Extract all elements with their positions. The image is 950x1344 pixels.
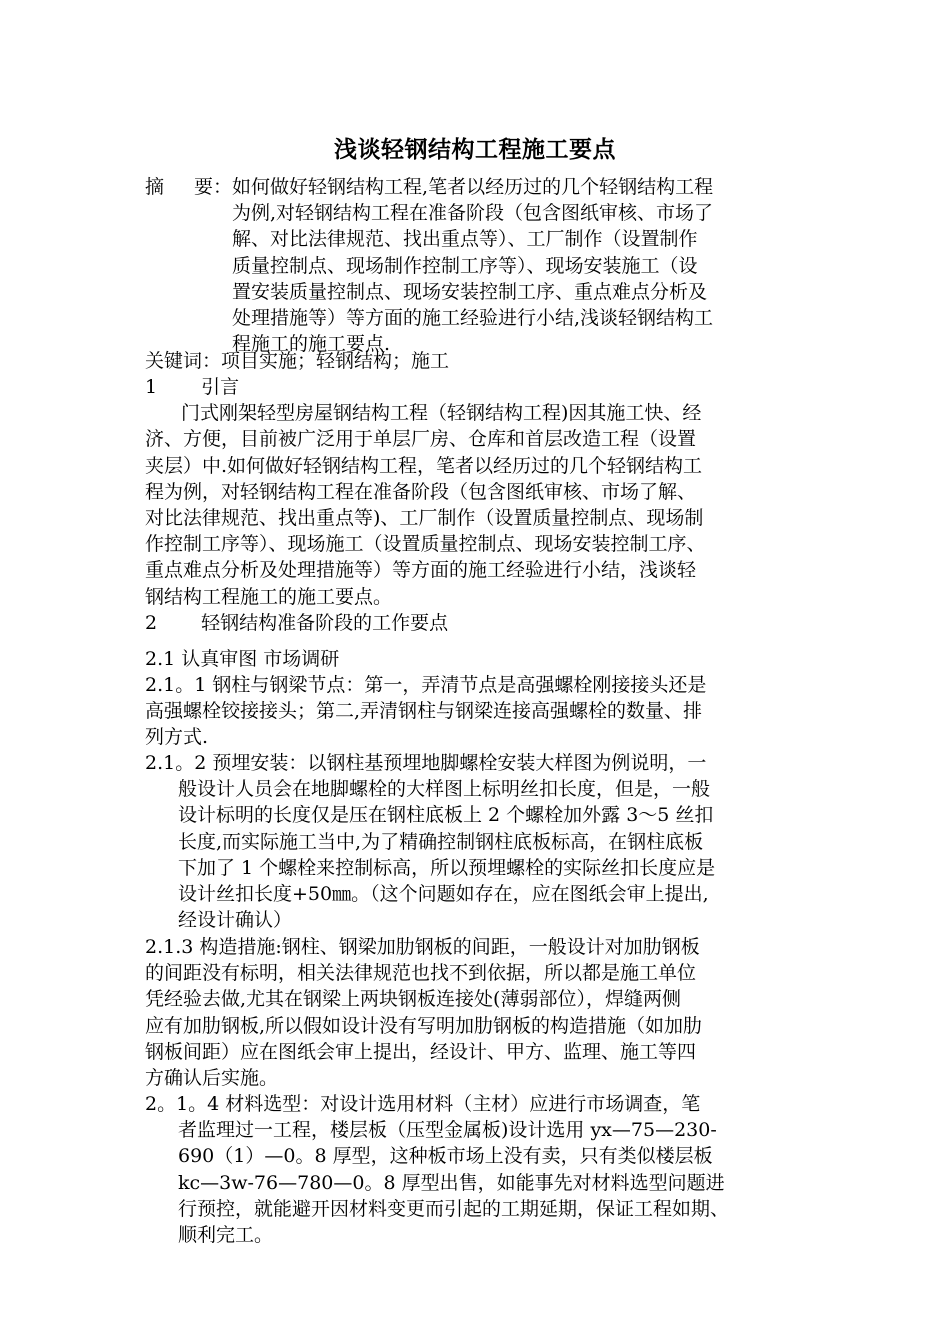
abstract-first-line: [145, 174, 825, 200]
section-1-number: 1: [145, 376, 158, 398]
paragraph-line: 顺利完工。: [178, 1224, 274, 1247]
paragraph-line: 设计丝扣长度+50㎜。（这个问题如存在，应在图纸会审上提出,: [178, 883, 709, 906]
subsection-2-1-4: [145, 1091, 825, 1248]
section-2-heading: [145, 610, 825, 636]
paragraph-line: 重点难点分析及处理措施等）等方面的施工经验进行小结，浅谈轻: [145, 559, 697, 582]
subsection-2-1-heading: 2.1 认真审图 市场调研: [145, 648, 340, 670]
paragraph-line: 长度,而实际施工当中,为了精确控制钢柱底板标高，在钢柱底板: [178, 830, 704, 853]
keywords-line: 关键词：项目实施；轻钢结构；施工: [145, 350, 450, 372]
abstract-label-b: 要：: [194, 176, 233, 198]
paragraph-line: 者监理过一工程，楼层板（压型金属板)设计选用 yx—75—230-: [178, 1119, 717, 1142]
abstract-line: 程施工的施工要点.: [232, 333, 391, 356]
paragraph-line: 2.1.3 构造措施:钢柱、钢梁加肋钢板的间距，一般设计对加肋钢板: [145, 936, 700, 958]
paragraph-line: 行预控，就能避开因材料变更而引起的工期延期，保证工程如期、: [178, 1197, 730, 1220]
paragraph-line: 门式刚架轻型房屋钢结构工程（轻钢结构工程)因其施工快、经: [181, 402, 702, 425]
abstract-line: 为例,对轻钢结构工程在准备阶段（包含图纸审核、市场了: [232, 202, 714, 225]
paragraph-line: 高强螺栓铰接接头；第二,弄清钢柱与钢梁连接高强螺栓的数量、排: [145, 700, 703, 723]
paragraph-line: 方确认后实施。: [145, 1067, 279, 1090]
subsection-2-1-2: [145, 750, 825, 933]
paragraph-line: 作控制工序等）、现场施工（设置质量控制点、现场安装控制工序、: [145, 533, 706, 556]
keywords: [145, 348, 825, 374]
paragraph-line: 下加了 1 个螺栓来控制标高，所以预埋螺栓的实际丝扣长度应是: [178, 856, 716, 879]
subsection-2-1-1: [145, 672, 825, 751]
abstract: [145, 174, 825, 357]
abstract-label-a: 摘: [145, 176, 165, 198]
abstract-line: 如何做好轻钢结构工程,笔者以经历过的几个轻钢结构工程: [232, 176, 714, 198]
paragraph-line: 2。1。4 材料选型：对设计选用材料（主材）应进行市场调查，笔: [145, 1093, 701, 1115]
paragraph-line: 经设计确认）: [178, 909, 293, 932]
paragraph-line: 钢板间距）应在图纸会审上提出，经设计、甲方、监理、施工等四: [145, 1040, 697, 1063]
paragraph-line: 2.1。2 预埋安装：以钢柱基预埋地脚螺栓安装大样图为例说明，一: [145, 752, 707, 774]
paragraph-line: kc—3w-76—780—0。8 厚型出售，如能事先对材料选型问题进: [178, 1171, 725, 1194]
subsection-2-1-3: [145, 934, 825, 1091]
paragraph-line: 夹层）中.如何做好轻钢结构工程，笔者以经历过的几个轻钢结构工: [145, 454, 703, 477]
paragraph-line: 列方式.: [145, 726, 209, 749]
paragraph-line: 凭经验去做,尤其在钢梁上两块钢板连接处(薄弱部位），焊缝两侧: [145, 988, 681, 1011]
section-2-title: 轻钢结构准备阶段的工作要点: [201, 611, 449, 634]
paragraph-line: 济、方便，目前被广泛用于单层厂房、仓库和首层改造工程（设置: [145, 428, 697, 451]
abstract-line: 解、对比法律规范、找出重点等）、工厂制作（设置制作: [232, 228, 698, 251]
paragraph-line: 对比法律规范、找出重点等)、工厂制作（设置质量控制点、现场制: [145, 507, 704, 530]
paragraph-line: 设计标明的长度仅是压在钢柱底板上 2 个螺栓加外露 3～5 丝扣: [178, 804, 714, 827]
section-1: [145, 374, 825, 636]
paragraph-line: 的间距没有标明，相关法律规范也找不到依据，所以都是施工单位: [145, 962, 697, 985]
paragraph-line: 程为例，对轻钢结构工程在准备阶段（包含图纸审核、市场了解、: [145, 480, 697, 503]
paragraph-line: 2.1。1 钢柱与钢梁节点：第一，弄清节点是高强螺栓刚接接头还是: [145, 674, 707, 696]
section-2-number: 2: [145, 611, 158, 634]
abstract-line: 质量控制点、现场制作控制工序等）、现场安装施工（设: [232, 254, 698, 277]
paragraph-line: 应有加肋钢板,所以假如设计没有写明加肋钢板的构造措施（如加肋: [145, 1014, 703, 1037]
section-1-heading: [145, 374, 825, 400]
subsection-2-1: [145, 646, 825, 672]
paragraph-line: 690（1）—0。8 厚型，这种板市场上没有卖，只有类似楼层板: [178, 1145, 713, 1168]
paragraph-line: 般设计人员会在地脚螺栓的大样图上标明丝扣长度，但是，一般: [178, 778, 711, 801]
abstract-line: 置安装质量控制点、现场安装控制工序、重点难点分析及: [232, 280, 708, 303]
section-1-title: 引言: [201, 376, 240, 398]
page-title: 浅谈轻钢结构工程施工要点: [334, 136, 616, 163]
paragraph-line: 钢结构工程施工的施工要点。: [145, 585, 393, 608]
abstract-line: 处理措施等）等方面的施工经验进行小结,浅谈轻钢结构工: [232, 307, 714, 330]
